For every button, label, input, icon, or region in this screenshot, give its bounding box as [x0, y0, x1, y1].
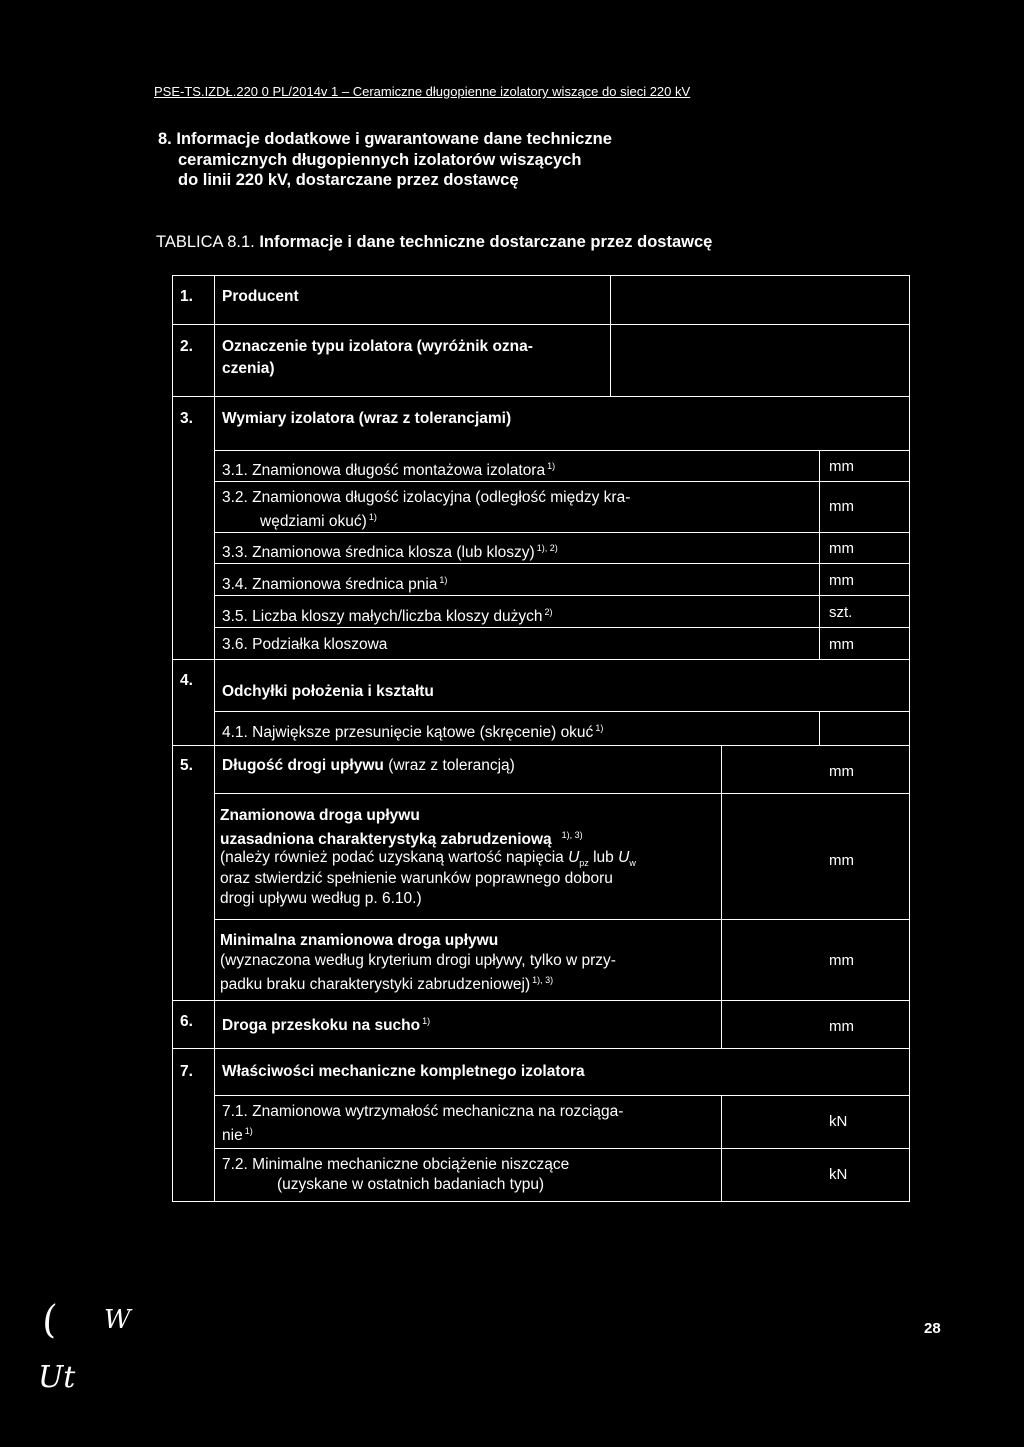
row-3-1-unit: mm — [829, 458, 854, 475]
row-3-label: Wymiary izolatora (wraz z tolerancjami) — [222, 410, 512, 427]
row-3-5-unit: szt. — [829, 604, 853, 621]
grid-line — [215, 919, 910, 920]
section-title — [158, 129, 612, 191]
grid-line — [172, 745, 910, 746]
row-7-1-footnote: 1) — [244, 1126, 253, 1136]
row-3-2-footnote: 1) — [368, 512, 377, 522]
row-5-label-bold: Długość drogi upływu — [222, 757, 384, 774]
row-7-label: Właściwości mechaniczne kompletnego izolatora — [222, 1063, 585, 1080]
row-3-5-text: 3.5. Liczba kloszy małych/liczba kloszy dużych — [222, 608, 543, 625]
initials-mark-2: W — [104, 1305, 131, 1335]
row-5b-line1: Minimalna znamionowa droga upływu — [220, 932, 499, 949]
grid-line — [215, 627, 910, 628]
section-title-line2: ceramicznych długopiennych izolatorów wiszących — [178, 150, 582, 169]
row-4-1-text: 4.1. Największe przesunięcie kątowe (skręcenie) okuć — [222, 724, 594, 741]
row-3-4-label — [222, 571, 447, 594]
row-3-3-footnote: 1), 2) — [536, 543, 558, 553]
row-4-label: Odchyłki położenia i kształtu — [222, 683, 434, 700]
row-3-5-footnote: 2) — [544, 607, 553, 617]
row-3-3-unit: mm — [829, 540, 854, 557]
row-3-2-text: wędziami okuć) — [260, 513, 367, 530]
grid-line — [214, 275, 215, 1201]
row-5a-line2 — [220, 826, 583, 849]
row-7-2-label-line2: (uzyskane w ostatnich badaniach typu) — [277, 1176, 545, 1193]
grid-line — [721, 745, 722, 1000]
row-5a-unit: mm — [829, 852, 854, 869]
row-7-1-unit: kN — [829, 1113, 848, 1130]
row-5b-unit: mm — [829, 952, 854, 969]
grid-line — [172, 275, 910, 276]
row-5-number: 5. — [180, 757, 193, 774]
row-7-number: 7. — [180, 1063, 193, 1080]
section-title-line1: Informacje dodatkowe i gwarantowane dane techniczne — [176, 130, 612, 148]
row-5a-var-uw: U — [618, 849, 630, 866]
grid-line — [721, 1095, 722, 1201]
grid-line — [172, 1048, 910, 1049]
grid-line — [215, 563, 910, 564]
row-5a-line2-text: uzasadniona charakterystyką zabrudzeniową — [220, 831, 552, 848]
initials-mark-3: Ut — [38, 1360, 76, 1395]
row-2-label-text: Oznaczenie typu izolatora (wyróżnik ozna- — [222, 338, 533, 355]
page-number: 28 — [924, 1320, 941, 1337]
row-3-2-label-line1: 3.2. Znamionowa długość izolacyjna (odległość między kra- — [222, 489, 631, 506]
initials-mark-1: ( — [39, 1297, 60, 1343]
row-3-4-unit: mm — [829, 572, 854, 589]
row-3-4-text: 3.4. Znamionowa średnica pnia — [222, 576, 438, 593]
grid-line — [215, 1095, 910, 1096]
row-5a-var-upz-sub: pz — [579, 858, 589, 869]
row-5a-line3-or: lub — [588, 849, 619, 866]
grid-line — [172, 396, 910, 397]
grid-line — [215, 793, 910, 794]
row-3-2-unit: mm — [829, 498, 854, 515]
row-5b-line3 — [220, 971, 553, 994]
row-3-1-label — [222, 457, 555, 480]
grid-line — [721, 1000, 722, 1048]
section-number: 8. — [158, 130, 172, 148]
row-5b-footnote: 1), 3) — [532, 975, 554, 985]
row-2-number: 2. — [180, 338, 193, 355]
grid-line — [172, 324, 910, 325]
section-title-line3: do linii 220 kV, dostarczane przez dostawcę — [178, 171, 519, 189]
grid-line — [172, 1201, 910, 1202]
row-5a-var-uw-sub: w — [629, 858, 636, 869]
table-caption-label: TABLICA 8.1. — [156, 233, 255, 251]
grid-line — [172, 275, 173, 1201]
row-5b-line2: (wyznaczona według kryterium drogi upływy, tylko w przy- — [220, 952, 616, 969]
row-3-1-text: 3.1. Znamionowa długość montażowa izolatora — [222, 462, 546, 479]
table-caption-text: Informacje i dane techniczne dostarczane przez dostawcę — [259, 233, 713, 251]
row-4-1-footnote: 1) — [595, 723, 604, 733]
row-6-label-text: Droga przeskoku na sucho — [222, 1017, 421, 1034]
row-7-2-label-line1: 7.2. Minimalne mechaniczne obciążenie niszczące — [222, 1156, 570, 1173]
row-5-label — [222, 756, 515, 775]
row-1-label: Producent — [222, 288, 299, 305]
row-5a-var-upz: U — [568, 849, 580, 866]
row-6-label — [222, 1012, 430, 1035]
row-5-label-rest: (wraz z tolerancją) — [383, 757, 515, 774]
grid-line — [610, 275, 611, 396]
row-6-unit: mm — [829, 1018, 854, 1035]
row-3-3-label — [222, 539, 558, 562]
row-7-2-unit: kN — [829, 1166, 848, 1183]
grid-line — [215, 1148, 910, 1149]
grid-line — [215, 711, 910, 712]
row-5a-line1: Znamionowa droga upływu — [220, 807, 420, 824]
grid-line — [215, 532, 910, 533]
row-5a-footnote: 1), 3) — [561, 830, 583, 840]
row-5a-line5: drogi upływu według p. 6.10.) — [220, 890, 422, 907]
row-2-label-line1 — [222, 337, 533, 356]
row-7-1-text: nie — [222, 1127, 243, 1144]
row-5b-line3-text: padku braku charakterystyki zabrudzeniowej) — [220, 976, 531, 993]
row-3-5-label — [222, 603, 552, 626]
row-3-1-footnote: 1) — [547, 461, 556, 471]
grid-line — [215, 481, 910, 482]
row-5a-line3-text: (należy również podać uzyskaną wartość napięcia — [220, 849, 569, 866]
table-caption — [156, 233, 712, 252]
grid-line — [819, 450, 820, 659]
row-3-4-footnote: 1) — [439, 575, 448, 585]
row-1-number: 1. — [180, 288, 193, 305]
row-5a-line4: oraz stwierdzić spełnienie warunków poprawnego doboru — [220, 870, 613, 887]
row-3-6-label: 3.6. Podziałka kloszowa — [222, 636, 388, 653]
row-3-6-unit: mm — [829, 636, 854, 653]
row-2-label-line2: czenia) — [222, 360, 275, 377]
row-4-1-label — [222, 719, 603, 742]
row-7-1-label-line1: 7.1. Znamionowa wytrzymałość mechaniczna na rozciąga- — [222, 1103, 624, 1120]
row-3-number: 3. — [180, 410, 193, 427]
row-5-unit: mm — [829, 763, 854, 780]
row-3-3-text: 3.3. Znamionowa średnica klosza (lub kloszy) — [222, 544, 535, 561]
row-4-number: 4. — [180, 672, 193, 689]
row-6-footnote: 1) — [422, 1016, 431, 1026]
grid-line — [215, 595, 910, 596]
grid-line — [172, 1000, 910, 1001]
row-7-1-label-line2 — [222, 1122, 253, 1145]
grid-line — [909, 275, 910, 1201]
grid-line — [172, 659, 910, 660]
grid-line — [819, 711, 820, 745]
document-header: PSE-TS.IZDŁ.220 0 PL/2014v 1 – Ceramiczne długopienne izolatory wiszące do sieci 220 kV — [154, 84, 691, 99]
row-3-2-label-line2 — [260, 508, 377, 531]
grid-line — [215, 450, 910, 451]
row-6-number: 6. — [180, 1013, 193, 1030]
